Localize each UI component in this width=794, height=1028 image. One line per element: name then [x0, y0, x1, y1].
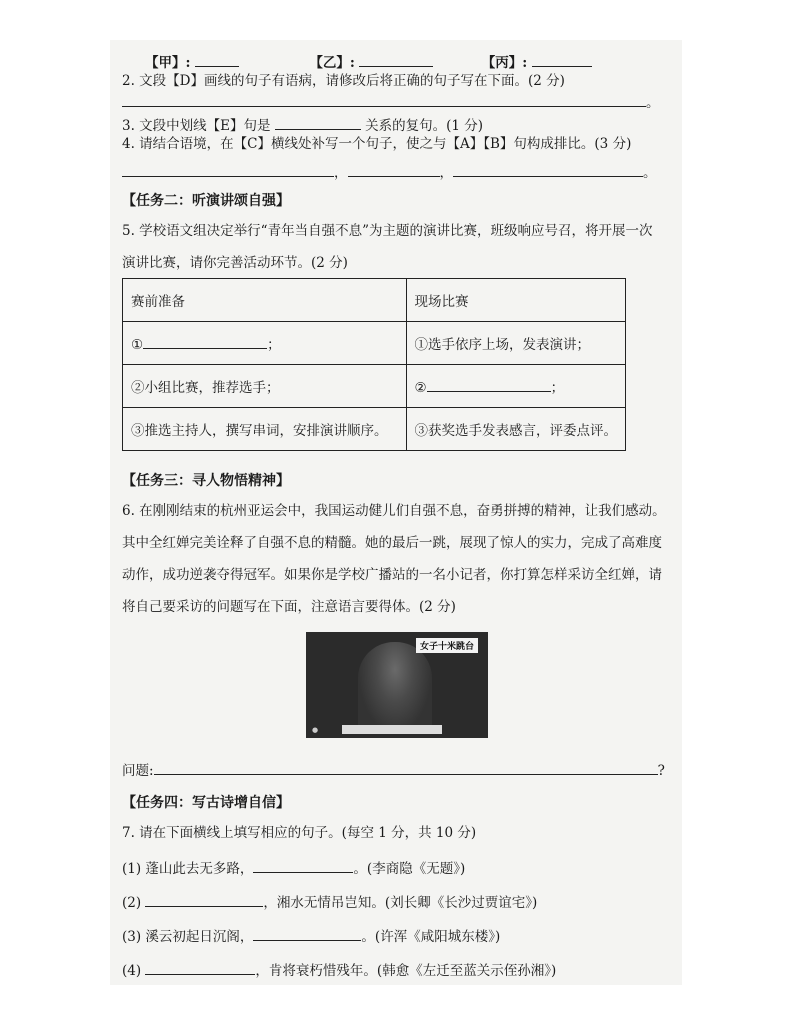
question-label: 问题:: [122, 763, 154, 779]
q6-answer-line: [122, 760, 665, 780]
question-6-line-1: 6. 在刚刚结束的杭州亚运会中，我国运动健儿们自强不息，奋勇拼搏的精神，让我们感动。: [122, 503, 666, 519]
activity-table: [122, 278, 626, 451]
task-3-heading: 【任务三：寻人物悟精神】: [122, 473, 290, 489]
photo-subtitle-bar: [342, 725, 442, 734]
label-yi: 【乙】:: [309, 55, 355, 71]
cell-r1-left: [123, 322, 407, 365]
blank-q6[interactable]: [154, 760, 658, 775]
table-header-row: [123, 279, 626, 322]
label-jia: 【甲】:: [145, 55, 191, 71]
r2-right-num: ②: [414, 380, 427, 396]
header-before-contest: 赛前准备: [123, 279, 407, 322]
cell-r2-right: [406, 365, 626, 408]
q1-answers: [145, 52, 592, 72]
poem-num: (4): [122, 963, 142, 979]
cell-r3-right: ③获奖选手发表感言，评委点评。: [406, 408, 626, 451]
question-4: 4. 请结合语境，在【C】横线处补写一个句子，使之与【A】【B】句构成排比。(3 分): [122, 136, 632, 152]
poem-num: (3): [122, 929, 142, 945]
blank-jia[interactable]: [195, 52, 239, 67]
task-4-heading: 【任务四：写古诗增自信】: [122, 795, 290, 811]
blank-bing[interactable]: [532, 52, 592, 67]
question-5-line-2: 演讲比赛，请你完善活动环节。(2 分): [122, 255, 348, 271]
r2-right-end: ；: [550, 380, 565, 396]
cell-r2-left: ②小组比赛，推荐选手；: [123, 365, 407, 408]
poem-line: [122, 858, 465, 878]
blank-q4-3[interactable]: [453, 162, 643, 177]
q3-prefix: 3. 文段中划线【E】句是: [122, 118, 271, 134]
q4-answer-line: [122, 162, 657, 182]
table-row: [123, 322, 626, 365]
blank-poem-4[interactable]: [145, 960, 255, 975]
header-on-site-contest: 现场比赛: [406, 279, 626, 322]
cell-r1-right: ①选手依序上场，发表演讲；: [406, 322, 626, 365]
table-row: [123, 408, 626, 451]
blank-poem-3[interactable]: [253, 926, 361, 941]
blank-q3[interactable]: [275, 115, 361, 130]
label-bing: 【丙】:: [481, 55, 528, 71]
cell-r3-left: ③推选主持人，撰写串词，安排演讲顺序。: [123, 408, 407, 451]
poem-after: 。(李商隐《无题》): [353, 861, 466, 877]
poem-after: ，肯将衰朽惜残年。(韩愈《左迁至蓝关示侄孙湘》): [255, 963, 557, 979]
task-2-heading: 【任务二：听演讲颂自强】: [122, 193, 290, 209]
question-end: ?: [657, 763, 665, 779]
blank-q4-1[interactable]: [122, 162, 334, 177]
photo-caption-tag: 女子十米跳台: [416, 638, 478, 653]
q2-answer-line: [122, 92, 660, 112]
question-6-line-2: 其中全红婵完美诠释了自强不息的精髓。她的最后一跳，展现了惊人的实力，完成了高难度: [122, 535, 662, 551]
tv-logo-icon: ●: [312, 726, 319, 734]
table-row: [123, 365, 626, 408]
blank-table-2[interactable]: [427, 377, 551, 392]
r1-left-end: ；: [267, 337, 281, 353]
poem-before: 溪云初起日沉阁，: [145, 929, 254, 945]
poem-num: (2): [122, 895, 142, 911]
question-6-line-3: 动作，成功逆袭夺得冠军。如果你是学校广播站的一名小记者，你打算怎样采访全红婵，请: [122, 567, 662, 583]
question-7: 7. 请在下面横线上填写相应的句子。(每空 1 分，共 10 分): [122, 825, 477, 841]
blank-poem-1[interactable]: [253, 858, 353, 873]
poem-line: [122, 926, 500, 946]
question-6-line-4: 将自己要采访的问题写在下面，注意语言要得体。(2 分): [122, 599, 456, 615]
blank-q4-2[interactable]: [348, 162, 440, 177]
q3-suffix: 关系的复句。(1 分): [365, 118, 484, 134]
blank-q2[interactable]: [122, 92, 646, 107]
q4-end: 。: [643, 165, 657, 181]
poem-line: [122, 960, 556, 980]
question-3: [122, 115, 483, 135]
blank-table-1[interactable]: [143, 334, 267, 349]
q4-comma-2: ，: [439, 165, 453, 181]
question-5-line-1: 5. 学校语文组决定举行“青年当自强不息”为主题的演讲比赛，班级响应号召，将开展一次: [122, 223, 653, 239]
athlete-photo: [306, 632, 488, 738]
q4-comma-1: ，: [334, 165, 348, 181]
question-2: 2. 文段【D】画线的句子有语病，请修改后将正确的句子写在下面。(2 分): [122, 73, 565, 89]
blank-yi[interactable]: [359, 52, 433, 67]
blank-poem-2[interactable]: [145, 892, 263, 907]
r1-left-num: ①: [131, 337, 144, 353]
poem-before: 蓬山此去无多路，: [145, 861, 254, 877]
athlete-figure: [358, 642, 432, 734]
poem-line: [122, 892, 537, 912]
poem-num: (1): [122, 861, 142, 877]
q2-end: 。: [646, 95, 660, 111]
poem-after: 。(许浑《咸阳城东楼》): [361, 929, 501, 945]
poem-after: ，湘水无情吊岂知。(刘长卿《长沙过贾谊宅》): [263, 895, 538, 911]
